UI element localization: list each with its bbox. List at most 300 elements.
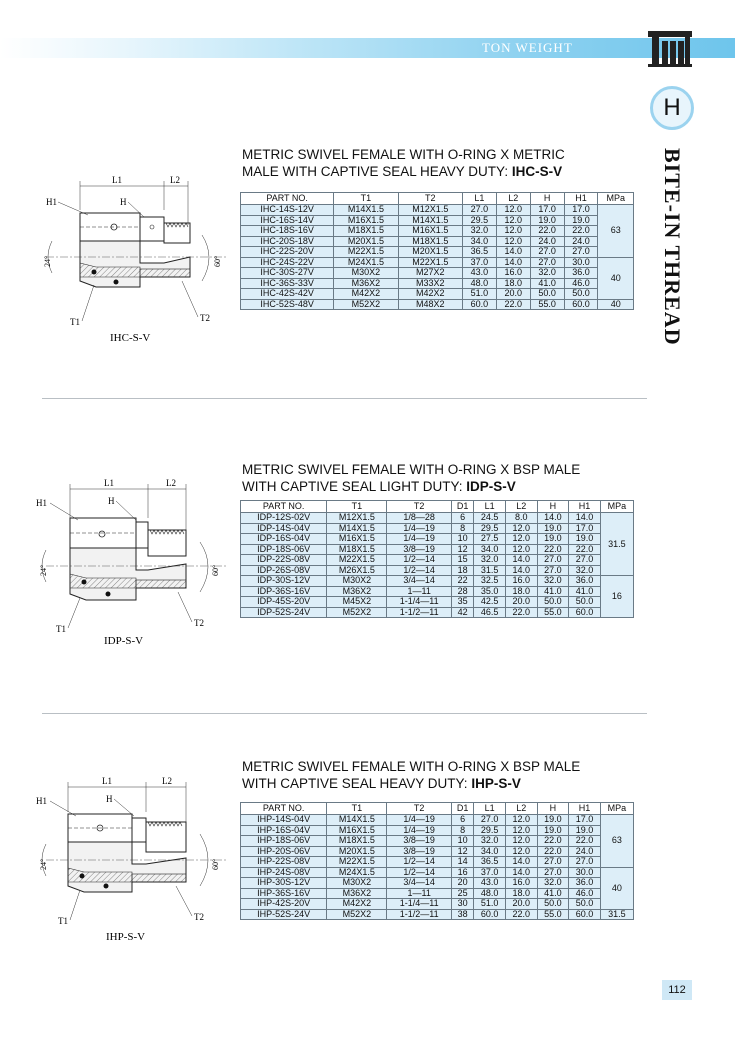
table-cell: 14.0 [537, 513, 569, 524]
column-header: T1 [327, 803, 387, 815]
table-cell: M52X2 [327, 607, 387, 618]
table-cell: 41.0 [537, 888, 569, 899]
table-cell: M18X1.5 [334, 226, 398, 237]
table-cell: 55.0 [537, 909, 569, 920]
table-cell: 32.0 [537, 878, 569, 889]
dim-t1: T1 [56, 624, 66, 634]
dim-t1: T1 [58, 916, 68, 926]
table-row [241, 586, 634, 597]
fitting-drawing-ihp [36, 772, 236, 952]
ton-weight-logo-icon [648, 31, 692, 67]
table-header-row [241, 501, 634, 513]
table-cell: 34.0 [474, 544, 506, 555]
part-number-cell: IHC-22S-20V [241, 247, 334, 258]
table-header-row [241, 193, 634, 205]
dim-h1: H1 [36, 796, 47, 806]
table-cell: 35.0 [474, 586, 506, 597]
table-row [241, 825, 634, 836]
table-cell: 12.0 [496, 236, 530, 247]
table-row [241, 236, 634, 247]
table-cell: 36.0 [569, 878, 601, 889]
table-row [241, 857, 634, 868]
table-cell: 35 [451, 597, 473, 608]
part-number-cell: IHC-16S-14V [241, 215, 334, 226]
table-cell: 32.0 [537, 576, 569, 587]
column-header: T2 [387, 803, 451, 815]
table-cell: 1/2—14 [387, 867, 451, 878]
dim-l1: L1 [104, 478, 114, 488]
fitting-drawing-ihc [36, 165, 236, 345]
table-cell: 48.0 [474, 888, 506, 899]
title-code: IHP-S-V [471, 776, 521, 791]
table-row [241, 299, 634, 310]
dim-l1: L1 [102, 776, 112, 786]
table-cell: M16X1.5 [334, 215, 398, 226]
table-cell: 20.0 [505, 899, 537, 910]
title-line2-text: WITH CAPTIVE SEAL HEAVY DUTY: [242, 776, 472, 791]
section-title-ihp [242, 758, 642, 792]
part-number-cell: IDP-12S-02V [241, 513, 327, 524]
table-cell: 60.0 [564, 299, 598, 310]
section-title-idp [242, 461, 642, 495]
table-cell: 30.0 [569, 867, 601, 878]
table-cell: 30 [451, 899, 473, 910]
table-row [241, 878, 634, 889]
table-cell: 50.0 [569, 899, 601, 910]
table-cell: 14.0 [496, 257, 530, 268]
part-number-cell: IDP-52S-24V [241, 607, 327, 618]
table-cell: M18X1.5 [327, 836, 387, 847]
table-cell: M26X1.5 [327, 565, 387, 576]
table-cell: 19.0 [569, 534, 601, 545]
table-cell: 22.0 [537, 846, 569, 857]
table-cell: 43.0 [463, 268, 497, 279]
title-line2-text: WITH CAPTIVE SEAL LIGHT DUTY: [242, 479, 467, 494]
table-cell: 32.0 [474, 555, 506, 566]
table-cell: 16.0 [505, 878, 537, 889]
table-row [241, 607, 634, 618]
dim-angle-24: 24° [39, 564, 48, 576]
table-cell: M42X2 [334, 289, 398, 300]
table-cell: 36.0 [564, 268, 598, 279]
column-header: D1 [451, 803, 473, 815]
table-cell: 15 [451, 555, 473, 566]
table-cell: M33X2 [398, 278, 462, 289]
table-cell: 14.0 [505, 857, 537, 868]
table-cell: M22X1.5 [327, 857, 387, 868]
mpa-cell: 40 [598, 257, 634, 299]
table-cell: 28 [451, 586, 473, 597]
table-row [241, 867, 634, 878]
column-header: T1 [334, 193, 398, 205]
table-cell: 3/8—19 [387, 544, 451, 555]
table-cell: 3/8—19 [387, 836, 451, 847]
table-cell: 14.0 [496, 247, 530, 258]
table-cell: M24X1.5 [327, 867, 387, 878]
table-cell: 8.0 [505, 513, 537, 524]
mpa-cell: 63 [600, 815, 633, 868]
table-cell: 29.5 [474, 523, 506, 534]
column-header: H [537, 501, 569, 513]
table-cell: 24.0 [569, 846, 601, 857]
table-row [241, 565, 634, 576]
column-header: MPa [600, 501, 633, 513]
table-cell: 18.0 [505, 888, 537, 899]
dim-h1: H1 [46, 197, 57, 207]
table-cell: M12X1.5 [398, 205, 462, 216]
table-cell: 36.5 [474, 857, 506, 868]
header-title: TON WEIGHT [482, 40, 573, 55]
table-cell: 29.5 [463, 215, 497, 226]
table-cell: 34.0 [474, 846, 506, 857]
table-cell: 42 [451, 607, 473, 618]
table-cell: 27.0 [463, 205, 497, 216]
table-row [241, 257, 634, 268]
table-row [241, 215, 634, 226]
table-row [241, 544, 634, 555]
table-cell: 24.0 [530, 236, 564, 247]
part-number-cell: IHC-18S-16V [241, 226, 334, 237]
table-cell: 20.0 [496, 289, 530, 300]
table-row [241, 268, 634, 279]
table-cell: 32.0 [463, 226, 497, 237]
table-cell: M16X1.5 [398, 226, 462, 237]
table-cell: M14X1.5 [334, 205, 398, 216]
table-cell: 32.5 [474, 576, 506, 587]
table-cell: 46.0 [564, 278, 598, 289]
table-cell: 3/4—14 [387, 576, 451, 587]
table-cell: 32.0 [474, 836, 506, 847]
table-cell: 1/2—14 [387, 857, 451, 868]
dim-l1: L1 [112, 175, 122, 185]
table-row [241, 846, 634, 857]
section-divider [42, 713, 647, 714]
table-cell: M42X2 [398, 289, 462, 300]
table-cell: 1/4—19 [387, 534, 451, 545]
part-number-cell: IDP-30S-12V [241, 576, 327, 587]
table-cell: 24.5 [474, 513, 506, 524]
table-cell: 17.0 [569, 815, 601, 826]
table-cell: 17.0 [569, 523, 601, 534]
dim-angle-24: 24° [39, 858, 48, 870]
dim-h: H [120, 197, 127, 207]
table-cell: 60.0 [569, 909, 601, 920]
table-header-row [241, 803, 634, 815]
table-cell: 20 [451, 878, 473, 889]
table-row [241, 597, 634, 608]
column-header: T1 [327, 501, 387, 513]
table-cell: 1-1/2—11 [387, 909, 451, 920]
table-cell: 27.0 [537, 565, 569, 576]
table-cell: M12X1.5 [327, 513, 387, 524]
table-cell: 12.0 [496, 226, 530, 237]
table-cell: 1-1/4—11 [387, 597, 451, 608]
column-header: T2 [398, 193, 462, 205]
column-header: PART NO. [241, 803, 327, 815]
table-cell: 27.0 [537, 867, 569, 878]
table-row [241, 534, 634, 545]
part-number-cell: IHC-30S-27V [241, 268, 334, 279]
column-header: L2 [505, 501, 537, 513]
table-cell: 12.0 [505, 534, 537, 545]
table-cell: 12.0 [496, 205, 530, 216]
part-number-cell: IHP-20S-06V [241, 846, 327, 857]
title-code: IDP-S-V [466, 479, 516, 494]
table-cell: 12.0 [505, 544, 537, 555]
table-cell: 22.0 [569, 544, 601, 555]
table-cell: 14.0 [505, 555, 537, 566]
table-cell: 27.0 [537, 555, 569, 566]
dim-angle-60: 60° [211, 858, 220, 870]
part-number-cell: IDP-26S-08V [241, 565, 327, 576]
dim-h: H [106, 794, 113, 804]
table-row [241, 899, 634, 910]
table-cell: 48.0 [463, 278, 497, 289]
table-cell: 27.0 [569, 555, 601, 566]
title-code: IHC-S-V [511, 164, 563, 179]
table-cell: 6 [451, 513, 473, 524]
table-row [241, 815, 634, 826]
drawing-label: IHC-S-V [110, 332, 151, 344]
table-cell: M18X1.5 [327, 544, 387, 555]
table-cell: 12.0 [505, 825, 537, 836]
title-line1: METRIC SWIVEL FEMALE WITH O-RING X BSP MALE [242, 759, 581, 774]
table-cell: 25 [451, 888, 473, 899]
table-row [241, 836, 634, 847]
table-cell: 50.0 [564, 289, 598, 300]
table-cell: 19.0 [537, 815, 569, 826]
table-row [241, 909, 634, 920]
column-header: H1 [569, 501, 601, 513]
column-header: PART NO. [241, 501, 327, 513]
table-cell: 16.0 [496, 268, 530, 279]
table-cell: M20X1.5 [327, 846, 387, 857]
table-cell: 1/4—19 [387, 523, 451, 534]
table-cell: 50.0 [530, 289, 564, 300]
dim-h: H [108, 496, 115, 506]
table-cell: M48X2 [398, 299, 462, 310]
table-cell: M52X2 [334, 299, 398, 310]
table-row [241, 205, 634, 216]
table-cell: M22X1.5 [398, 257, 462, 268]
table-cell: M24X1.5 [334, 257, 398, 268]
table-cell: M14X1.5 [327, 523, 387, 534]
table-cell: 12 [451, 544, 473, 555]
part-number-cell: IHP-30S-12V [241, 878, 327, 889]
table-cell: 36.0 [569, 576, 601, 587]
table-row [241, 278, 634, 289]
part-number-cell: IHC-36S-33V [241, 278, 334, 289]
table-cell: 1—11 [387, 888, 451, 899]
table-cell: 32.0 [569, 565, 601, 576]
dim-angle-24: 24° [43, 255, 52, 267]
drawing-label: IDP-S-V [104, 635, 144, 647]
table-cell: 19.0 [537, 534, 569, 545]
table-cell: M42X2 [327, 899, 387, 910]
spec-table-ihp [240, 802, 634, 920]
table-cell: 22.0 [505, 909, 537, 920]
table-cell: 36.5 [463, 247, 497, 258]
table-row [241, 513, 634, 524]
table-row [241, 576, 634, 587]
column-header: L1 [463, 193, 497, 205]
column-header: T2 [387, 501, 451, 513]
column-header: MPa [600, 803, 633, 815]
dim-l2: L2 [166, 478, 176, 488]
table-cell: 19.0 [564, 215, 598, 226]
table-cell: 41.0 [537, 586, 569, 597]
header-band [0, 38, 735, 58]
mpa-cell: 63 [598, 205, 634, 258]
table-cell: 43.0 [474, 878, 506, 889]
table-cell: 3/8—19 [387, 846, 451, 857]
mpa-cell: 16 [600, 576, 633, 618]
table-cell: 22.0 [530, 226, 564, 237]
table-cell: M30X2 [327, 878, 387, 889]
section-divider [42, 398, 647, 399]
table-cell: 41.0 [569, 586, 601, 597]
part-number-cell: IHP-22S-08V [241, 857, 327, 868]
table-cell: 14.0 [505, 565, 537, 576]
part-number-cell: IHC-14S-12V [241, 205, 334, 216]
table-cell: 32.0 [530, 268, 564, 279]
table-cell: 6 [451, 815, 473, 826]
mpa-cell: 31.5 [600, 513, 633, 576]
table-cell: 22.0 [537, 836, 569, 847]
table-cell: 51.0 [474, 899, 506, 910]
column-header: H [530, 193, 564, 205]
table-cell: 24.0 [564, 236, 598, 247]
table-cell: 27.0 [569, 857, 601, 868]
table-cell: 1/4—19 [387, 825, 451, 836]
table-cell: 31.5 [474, 565, 506, 576]
table-cell: 1-1/2—11 [387, 607, 451, 618]
table-cell: 12.0 [505, 815, 537, 826]
dim-angle-60: 60° [213, 255, 222, 267]
table-row [241, 888, 634, 899]
table-row [241, 226, 634, 237]
table-cell: 1/4—19 [387, 815, 451, 826]
part-number-cell: IHP-36S-16V [241, 888, 327, 899]
column-header: L2 [505, 803, 537, 815]
title-line2 [242, 163, 642, 180]
dim-t2: T2 [194, 618, 204, 628]
table-cell: 19.0 [537, 523, 569, 534]
table-cell: M18X1.5 [398, 236, 462, 247]
table-cell: 46.0 [569, 888, 601, 899]
title-line2 [242, 478, 642, 495]
table-cell: 27.0 [530, 257, 564, 268]
chapter-letter: H [663, 94, 681, 121]
table-cell: M27X2 [398, 268, 462, 279]
table-cell: 37.0 [463, 257, 497, 268]
table-cell: M16X1.5 [327, 534, 387, 545]
table-cell: M14X1.5 [398, 215, 462, 226]
table-cell: M22X1.5 [327, 555, 387, 566]
part-number-cell: IDP-14S-04V [241, 523, 327, 534]
table-cell: 60.0 [474, 909, 506, 920]
table-cell: 19.0 [530, 215, 564, 226]
table-row [241, 523, 634, 534]
dim-l2: L2 [170, 175, 180, 185]
table-cell: 22.0 [537, 544, 569, 555]
dim-t2: T2 [194, 912, 204, 922]
column-header: D1 [451, 501, 473, 513]
table-cell: 16.0 [505, 576, 537, 587]
table-cell: 27.0 [530, 247, 564, 258]
table-cell: 14 [451, 857, 473, 868]
table-cell: 17.0 [530, 205, 564, 216]
table-cell: 12.0 [505, 836, 537, 847]
table-cell: 22 [451, 576, 473, 587]
table-cell: 34.0 [463, 236, 497, 247]
table-cell: 42.5 [474, 597, 506, 608]
column-header: H [537, 803, 569, 815]
column-header: L2 [496, 193, 530, 205]
part-number-cell: IHP-52S-24V [241, 909, 327, 920]
table-cell: 17.0 [564, 205, 598, 216]
table-cell: 22.0 [564, 226, 598, 237]
table-cell: M20X1.5 [334, 236, 398, 247]
table-cell: 27.0 [537, 857, 569, 868]
table-cell: 18 [451, 565, 473, 576]
part-number-cell: IHC-42S-42V [241, 289, 334, 300]
part-number-cell: IHP-14S-04V [241, 815, 327, 826]
title-line2 [242, 775, 642, 792]
table-cell: 27.5 [474, 534, 506, 545]
table-cell: 12 [451, 846, 473, 857]
table-cell: 12.0 [505, 846, 537, 857]
table-cell: 50.0 [569, 597, 601, 608]
column-header: L1 [474, 803, 506, 815]
dim-l2: L2 [162, 776, 172, 786]
table-cell: 22.0 [569, 836, 601, 847]
table-cell: M30X2 [334, 268, 398, 279]
mpa-cell: 31.5 [600, 909, 633, 920]
column-header: H1 [564, 193, 598, 205]
table-cell: 1/8—28 [387, 513, 451, 524]
part-number-cell: IHP-42S-20V [241, 899, 327, 910]
table-row [241, 247, 634, 258]
table-cell: 8 [451, 523, 473, 534]
column-header: H1 [569, 803, 601, 815]
table-cell: M14X1.5 [327, 815, 387, 826]
table-cell: 20.0 [505, 597, 537, 608]
table-cell: 55.0 [537, 607, 569, 618]
part-number-cell: IDP-36S-16V [241, 586, 327, 597]
part-number-cell: IDP-16S-04V [241, 534, 327, 545]
dim-angle-60: 60° [211, 564, 220, 576]
table-cell: 1-1/4—11 [387, 899, 451, 910]
table-cell: 30.0 [564, 257, 598, 268]
chapter-badge [650, 86, 694, 130]
table-cell: 1—11 [387, 586, 451, 597]
table-cell: 10 [451, 836, 473, 847]
table-cell: M36X2 [327, 586, 387, 597]
table-cell: 19.0 [569, 825, 601, 836]
drawing-label: IHP-S-V [106, 931, 146, 943]
spec-table-ihc [240, 192, 634, 310]
part-number-cell: IHP-18S-06V [241, 836, 327, 847]
table-cell: 19.0 [537, 825, 569, 836]
table-cell: 8 [451, 825, 473, 836]
mpa-cell: 40 [600, 867, 633, 909]
table-cell: M36X2 [334, 278, 398, 289]
dim-t1: T1 [70, 317, 80, 327]
part-number-cell: IDP-18S-06V [241, 544, 327, 555]
table-cell: M36X2 [327, 888, 387, 899]
table-cell: 3/4—14 [387, 878, 451, 889]
